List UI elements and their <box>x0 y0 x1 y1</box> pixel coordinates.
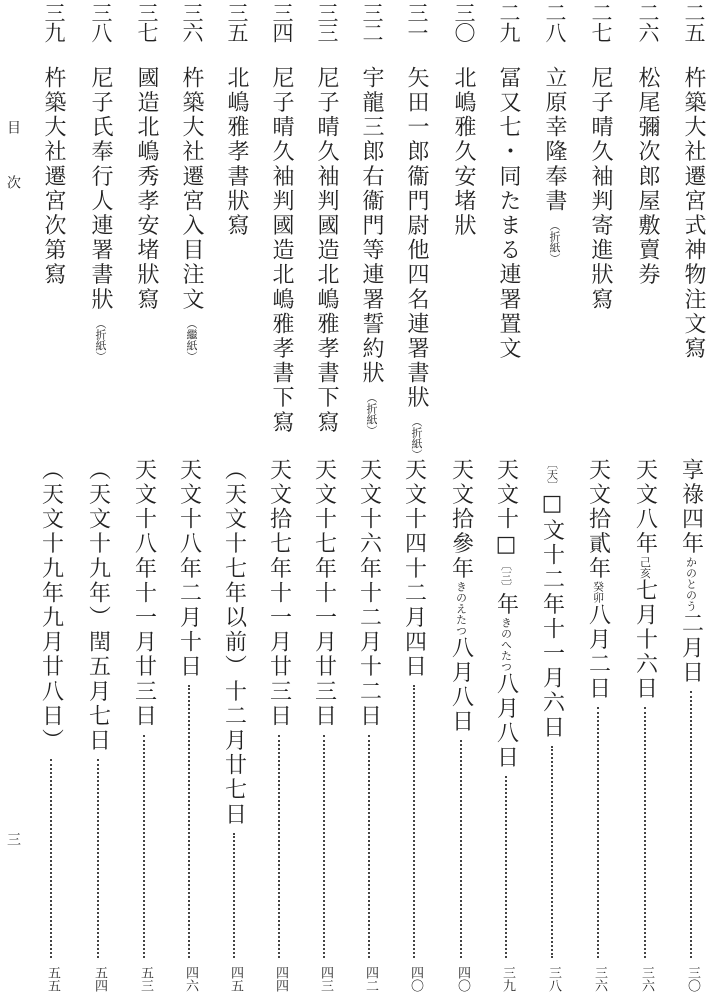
entry-title <box>131 66 162 312</box>
dotted-leader <box>233 833 235 958</box>
toc-entry[interactable] <box>354 0 384 1000</box>
entry-title <box>356 66 387 436</box>
entry-date <box>264 458 295 729</box>
entry-number: 三一 <box>405 2 429 42</box>
dotted-leader <box>413 685 415 958</box>
entry-title-text: 北嶋雅孝書狀寫 <box>224 66 249 239</box>
entry-date <box>399 458 430 679</box>
entry-title-text: 杵築大社遷宮入目注文 <box>179 66 204 312</box>
toc-entry[interactable] <box>309 0 339 1000</box>
entry-title-text: 尼子晴久袖判國造北嶋雅孝書下寫 <box>269 66 294 435</box>
toc-entry[interactable] <box>83 0 113 1000</box>
entry-number: 二六 <box>636 2 660 42</box>
entry-page: 五五 <box>45 966 60 992</box>
toc-entry[interactable] <box>676 0 706 1000</box>
dotted-leader <box>368 735 370 958</box>
date-annotation: きのへたつ <box>499 617 513 673</box>
entry-date <box>583 458 614 701</box>
entry-number: 三二 <box>360 2 384 42</box>
entry-number: 三〇 <box>452 2 476 42</box>
entry-number: 三五 <box>225 2 249 42</box>
date-text: 二月日 <box>678 611 704 686</box>
toc-entry[interactable] <box>219 0 249 1000</box>
entry-number: 二九 <box>497 2 521 42</box>
date-text: 天文十七年十一月廿三日 <box>311 458 337 729</box>
entry-date <box>36 458 67 753</box>
entry-number: 三四 <box>270 2 294 42</box>
entry-title <box>632 66 663 287</box>
dotted-leader <box>97 759 99 958</box>
date-annotation: 〔三〕 <box>499 559 513 593</box>
date-text: 天文十四十二月四日 <box>401 458 427 680</box>
toc-entry[interactable] <box>174 0 204 1000</box>
entry-date <box>354 458 385 729</box>
date-text: 享祿四年 <box>678 458 704 557</box>
entry-page: 五四 <box>92 966 107 992</box>
entry-title-text: 尼子晴久袖判寄進狀寫 <box>588 66 613 312</box>
entry-note: （折紙） <box>94 318 107 362</box>
entry-note: （折紙） <box>365 391 378 436</box>
dotted-leader <box>644 707 646 958</box>
entry-title <box>401 66 432 460</box>
entry-date <box>174 458 205 679</box>
entry-title <box>493 66 524 361</box>
date-annotation: きのえたつ <box>454 581 468 636</box>
entry-title-text: 冨又七・同たまる連署置文 <box>496 66 521 362</box>
toc-entry[interactable] <box>264 0 294 1000</box>
date-text: □文十二年十一月六日 <box>539 491 565 740</box>
entry-title <box>176 66 207 362</box>
entry-note: （折紙） <box>548 219 561 264</box>
entry-title <box>311 66 342 435</box>
entry-date <box>676 458 707 685</box>
entry-date <box>630 458 661 701</box>
entry-title-text: 宇龍三郎右衞門等連署誓約狀 <box>359 66 384 386</box>
date-annotation: 〔天〕 <box>545 458 559 491</box>
date-text: （天文十九年九月廿八日） <box>38 458 64 754</box>
entry-title <box>38 66 69 287</box>
entry-date <box>537 458 568 740</box>
toc-entry[interactable] <box>491 0 521 1000</box>
toc-heading-2: 次 <box>5 175 21 189</box>
entry-page: 三六 <box>639 966 654 992</box>
entry-page: 四三 <box>318 966 333 992</box>
date-text: （天文十七年以前）十二月廿七日 <box>221 458 247 827</box>
entry-page: 五三 <box>138 966 153 992</box>
dotted-leader <box>278 735 280 958</box>
entry-number: 三八 <box>89 2 113 42</box>
date-text: 天文十六年十二月十二日 <box>356 458 382 729</box>
entry-page: 四二 <box>363 966 378 992</box>
date-text: 天文拾參年 <box>448 458 474 581</box>
entry-title-text: 國造北嶋秀孝安堵狀寫 <box>134 66 159 312</box>
entry-title-text: 尼子晴久袖判國造北嶋雅孝書下寫 <box>314 66 339 435</box>
date-text: 天文拾七年十一月廿三日 <box>266 458 292 729</box>
entry-title <box>221 66 252 238</box>
dotted-leader <box>50 759 52 958</box>
toc-entry[interactable] <box>583 0 613 1000</box>
dotted-leader <box>460 740 462 958</box>
toc-heading-1: 目 <box>5 120 21 134</box>
entry-date <box>446 458 477 734</box>
toc-entry[interactable] <box>399 0 429 1000</box>
entry-page: 三六 <box>592 966 607 992</box>
entry-number: 三三 <box>315 2 339 42</box>
entry-date <box>83 458 114 753</box>
entry-title <box>539 66 570 264</box>
dotted-leader <box>551 746 553 958</box>
entry-title <box>85 66 116 362</box>
toc-entry[interactable] <box>36 0 66 1000</box>
date-text: 八月八日 <box>493 672 519 771</box>
date-annotation: 己亥 <box>638 556 652 579</box>
date-text: 七月十六日 <box>632 578 658 702</box>
entry-date <box>491 458 522 770</box>
entry-page: 四〇 <box>455 966 470 992</box>
dotted-leader <box>505 776 507 958</box>
entry-page: 四五 <box>228 966 243 992</box>
date-text: 天文八年 <box>632 458 658 557</box>
date-text: 年 <box>493 592 519 618</box>
entry-page: 三〇 <box>685 966 700 992</box>
entry-page: 四〇 <box>408 966 423 992</box>
dotted-leader <box>323 735 325 958</box>
entry-page: 三九 <box>500 966 515 992</box>
toc-entry[interactable] <box>537 0 567 1000</box>
entry-number: 三七 <box>135 2 159 42</box>
dotted-leader <box>188 685 190 958</box>
date-annotation: かのとのう <box>684 556 698 612</box>
entry-title <box>448 66 479 238</box>
entry-number: 二五 <box>682 2 706 42</box>
date-text: 八月二日 <box>585 603 611 702</box>
entry-note: （折紙） <box>410 416 423 461</box>
date-text: 八月八日 <box>448 636 474 735</box>
toc-entry[interactable] <box>630 0 660 1000</box>
entry-page: 四四 <box>273 966 288 992</box>
date-text: 天文十八年二月十日 <box>176 458 202 680</box>
entry-title <box>266 66 297 435</box>
entry-date <box>219 458 250 827</box>
entry-date <box>129 458 160 729</box>
entry-number: 二七 <box>589 2 613 42</box>
entry-number: 二八 <box>543 2 567 42</box>
entry-title <box>585 66 616 312</box>
toc-entry[interactable] <box>446 0 476 1000</box>
entry-number: 三六 <box>180 2 204 42</box>
dotted-leader <box>597 707 599 958</box>
dotted-leader <box>690 691 692 958</box>
entry-page: 三八 <box>546 966 561 992</box>
entry-title-text: 立原幸隆奉書 <box>542 66 567 214</box>
entry-number: 三九 <box>42 2 66 42</box>
entry-note: （繼紙） <box>185 318 198 362</box>
entry-title-text: 杵築大社遷宮次第寫 <box>41 66 66 288</box>
date-text: 天文十八年十一月廿三日 <box>131 458 157 729</box>
date-text: 天文十□ <box>493 458 519 560</box>
entry-title-text: 杵築大社遷宮式神物注文寫 <box>681 66 706 362</box>
entry-title-text: 北嶋雅久安堵狀 <box>451 66 476 239</box>
date-annotation: 癸卯 <box>591 581 605 603</box>
date-text: 天文拾貳年 <box>585 458 611 581</box>
toc-entry[interactable] <box>129 0 159 1000</box>
entry-title-text: 尼子氏奉行人連署書狀 <box>88 66 113 312</box>
page-number: 三 <box>5 832 21 846</box>
entry-page: 四六 <box>183 966 198 992</box>
entry-title-text: 松尾彌次郎屋敷賣券 <box>635 66 660 288</box>
entry-title <box>678 66 709 361</box>
entry-date <box>309 458 340 729</box>
dotted-leader <box>143 735 145 958</box>
entry-title-text: 矢田一郎衞門尉他四名連署書狀 <box>404 66 429 411</box>
date-text: （天文十九年）閏五月七日 <box>85 458 111 754</box>
